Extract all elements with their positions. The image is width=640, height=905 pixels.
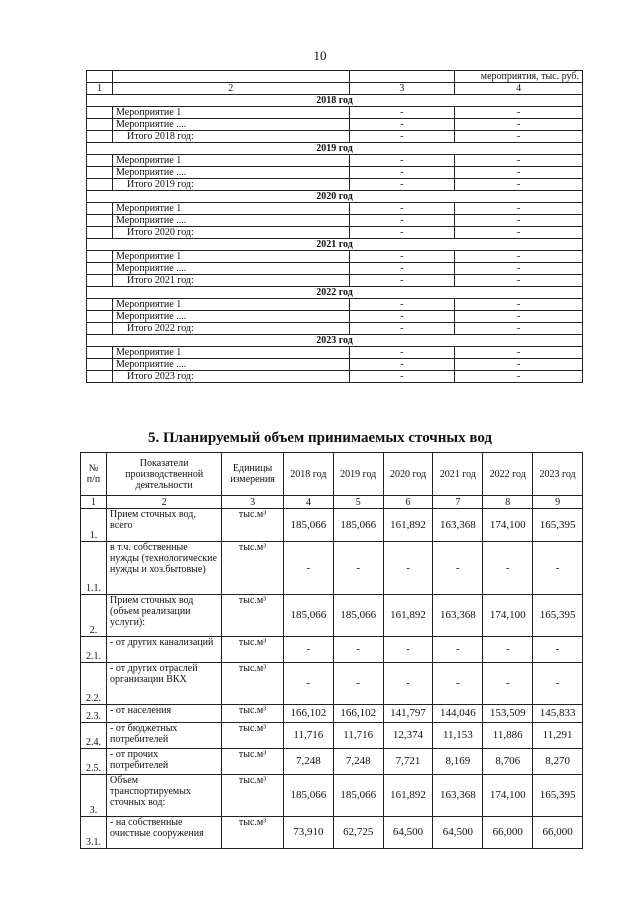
row-blank — [87, 203, 113, 215]
value-cell: 141,797 — [383, 705, 433, 723]
value-cell: 163,368 — [433, 509, 483, 542]
value-cell: - — [333, 663, 383, 705]
value-cell: - — [455, 323, 583, 335]
table-row — [87, 119, 583, 131]
row-number: 2.5. — [81, 749, 107, 775]
row-blank — [87, 371, 113, 383]
table-row — [87, 155, 583, 167]
value-cell: - — [455, 179, 583, 191]
value-cell: - — [349, 251, 455, 263]
row-number: 3.1. — [81, 817, 107, 849]
value-cell: 185,066 — [333, 595, 383, 637]
column-header: № п/п — [81, 453, 107, 496]
value-cell: - — [349, 311, 455, 323]
table-row — [87, 299, 583, 311]
row-blank — [87, 359, 113, 371]
event-name: Мероприятие 1 — [113, 347, 349, 359]
value-cell: 153,509 — [483, 705, 533, 723]
event-name: Итого 2022 год: — [113, 323, 349, 335]
column-header: 2019 год — [333, 453, 383, 496]
table-row — [81, 775, 583, 817]
value-cell: - — [455, 167, 583, 179]
column-header: 2022 год — [483, 453, 533, 496]
value-cell: - — [455, 131, 583, 143]
indicator-name: Прием сточных вод, всего — [107, 509, 222, 542]
col-number: 2 — [113, 83, 349, 95]
table-row — [81, 723, 583, 749]
value-cell: - — [483, 542, 533, 595]
header-cell — [349, 71, 455, 83]
row-blank — [87, 275, 113, 287]
table-row — [87, 167, 583, 179]
table-row — [87, 263, 583, 275]
column-header: Показатели производственной деятельности — [107, 453, 222, 496]
event-name: Мероприятие .... — [113, 119, 349, 131]
table-row — [87, 251, 583, 263]
value-cell: - — [455, 203, 583, 215]
col-number: 5 — [333, 496, 383, 509]
value-cell: - — [349, 167, 455, 179]
value-cell: - — [455, 215, 583, 227]
value-cell: - — [455, 347, 583, 359]
year-row — [87, 239, 583, 251]
row-number: 2.1. — [81, 637, 107, 663]
value-cell: 163,368 — [433, 595, 483, 637]
table-row — [81, 637, 583, 663]
event-name: Мероприятие .... — [113, 167, 349, 179]
value-cell: - — [349, 323, 455, 335]
col-number: 2 — [107, 496, 222, 509]
value-cell: - — [433, 637, 483, 663]
value-cell: 7,248 — [283, 749, 333, 775]
indicator-name: - от других канализаций — [107, 637, 222, 663]
table1-colnum-row — [87, 83, 583, 95]
value-cell: 185,066 — [333, 509, 383, 542]
table-row — [81, 509, 583, 542]
value-cell: 64,500 — [383, 817, 433, 849]
event-name: Мероприятие 1 — [113, 299, 349, 311]
column-header: Единицы измерения — [222, 453, 284, 496]
value-cell: - — [533, 637, 583, 663]
table-row — [87, 347, 583, 359]
row-blank — [87, 131, 113, 143]
table-row — [87, 179, 583, 191]
value-cell: 62,725 — [333, 817, 383, 849]
wastewater-volume-table — [80, 452, 583, 849]
unit-cell: тыс.м³ — [222, 663, 284, 705]
col-number: 3 — [349, 83, 455, 95]
value-cell: - — [433, 663, 483, 705]
table-row — [87, 131, 583, 143]
row-number: 3. — [81, 775, 107, 817]
row-blank — [87, 299, 113, 311]
year-title: 2018 год — [87, 95, 583, 107]
value-cell: - — [349, 347, 455, 359]
value-cell: - — [433, 542, 483, 595]
row-blank — [87, 227, 113, 239]
value-cell: 66,000 — [533, 817, 583, 849]
event-name: Мероприятие .... — [113, 215, 349, 227]
year-title: 2021 год — [87, 239, 583, 251]
row-blank — [87, 167, 113, 179]
table-row — [81, 542, 583, 595]
year-title: 2020 год — [87, 191, 583, 203]
value-cell: 166,102 — [283, 705, 333, 723]
value-cell: - — [455, 155, 583, 167]
header-cell-right: мероприятия, тыс. руб. — [455, 71, 583, 83]
indicator-name: Объем транспортируемых сточных вод: — [107, 775, 222, 817]
indicator-name: - от других отраслей организации ВКХ — [107, 663, 222, 705]
table-row — [87, 359, 583, 371]
row-blank — [87, 155, 113, 167]
value-cell: - — [383, 637, 433, 663]
table-row — [81, 663, 583, 705]
value-cell: - — [455, 227, 583, 239]
row-number: 2.2. — [81, 663, 107, 705]
row-number: 1.1. — [81, 542, 107, 595]
row-number: 2.4. — [81, 723, 107, 749]
value-cell: - — [383, 663, 433, 705]
indicator-name: - от населения — [107, 705, 222, 723]
table-row — [81, 595, 583, 637]
value-cell: 64,500 — [433, 817, 483, 849]
year-title: 2023 год — [87, 335, 583, 347]
col-number: 9 — [533, 496, 583, 509]
page-number: 10 — [313, 48, 327, 63]
year-title: 2022 год — [87, 287, 583, 299]
value-cell: 165,395 — [533, 509, 583, 542]
table-row — [87, 371, 583, 383]
event-name: Итого 2018 год: — [113, 131, 349, 143]
value-cell: 165,395 — [533, 775, 583, 817]
table-row — [87, 323, 583, 335]
table-row — [81, 817, 583, 849]
value-cell: 11,716 — [283, 723, 333, 749]
column-header: 2023 год — [533, 453, 583, 496]
col-number: 4 — [283, 496, 333, 509]
unit-cell: тыс.м³ — [222, 749, 284, 775]
value-cell: 11,886 — [483, 723, 533, 749]
table-row — [87, 203, 583, 215]
row-number: 2. — [81, 595, 107, 637]
value-cell: - — [455, 275, 583, 287]
value-cell: 165,395 — [533, 595, 583, 637]
event-name: Итого 2023 год: — [113, 371, 349, 383]
value-cell: - — [533, 663, 583, 705]
value-cell: - — [483, 663, 533, 705]
value-cell: - — [349, 215, 455, 227]
value-cell: 174,100 — [483, 595, 533, 637]
value-cell: 185,066 — [283, 775, 333, 817]
value-cell: - — [483, 637, 533, 663]
table-row — [87, 311, 583, 323]
value-cell: - — [455, 299, 583, 311]
unit-cell: тыс.м³ — [222, 637, 284, 663]
event-name: Итого 2019 год: — [113, 179, 349, 191]
indicator-name: - от прочих потребителей — [107, 749, 222, 775]
indicator-name: Прием сточных вод (объем реализации услуги): — [107, 595, 222, 637]
table1-header-row — [87, 71, 583, 83]
value-cell: - — [349, 155, 455, 167]
table2-header-row — [81, 453, 583, 496]
value-cell: - — [455, 251, 583, 263]
event-name: Мероприятие 1 — [113, 155, 349, 167]
value-cell: - — [333, 637, 383, 663]
col-number: 1 — [87, 83, 113, 95]
table-row — [81, 749, 583, 775]
unit-cell: тыс.м³ — [222, 705, 284, 723]
col-number: 7 — [433, 496, 483, 509]
header-cell — [113, 71, 349, 83]
value-cell: 7,721 — [383, 749, 433, 775]
event-name: Мероприятие 1 — [113, 251, 349, 263]
unit-cell: тыс.м³ — [222, 542, 284, 595]
value-cell: 161,892 — [383, 775, 433, 817]
row-number: 1. — [81, 509, 107, 542]
value-cell: 66,000 — [483, 817, 533, 849]
value-cell: - — [455, 263, 583, 275]
indicator-name: - на собственные очистные сооружения — [107, 817, 222, 849]
value-cell: 185,066 — [283, 595, 333, 637]
value-cell: 12,374 — [383, 723, 433, 749]
value-cell: 8,706 — [483, 749, 533, 775]
table-row — [87, 215, 583, 227]
value-cell: 8,270 — [533, 749, 583, 775]
value-cell: 174,100 — [483, 775, 533, 817]
unit-cell: тыс.м³ — [222, 595, 284, 637]
event-name: Мероприятие .... — [113, 263, 349, 275]
value-cell: - — [349, 299, 455, 311]
value-cell: - — [283, 637, 333, 663]
indicator-name: в т.ч. собственные нужды (технологические нужды и хоз.бытовые) — [107, 542, 222, 595]
value-cell: - — [455, 107, 583, 119]
value-cell: - — [349, 275, 455, 287]
year-row — [87, 335, 583, 347]
year-title: 2019 год — [87, 143, 583, 155]
row-blank — [87, 179, 113, 191]
row-blank — [87, 347, 113, 359]
value-cell: - — [533, 542, 583, 595]
value-cell: - — [349, 371, 455, 383]
value-cell: - — [455, 119, 583, 131]
table-row — [87, 275, 583, 287]
value-cell: - — [349, 227, 455, 239]
value-cell: 161,892 — [383, 595, 433, 637]
value-cell: - — [455, 359, 583, 371]
value-cell: - — [349, 131, 455, 143]
value-cell: - — [333, 542, 383, 595]
event-name: Мероприятие 1 — [113, 203, 349, 215]
value-cell: - — [349, 119, 455, 131]
year-row — [87, 287, 583, 299]
value-cell: 166,102 — [333, 705, 383, 723]
column-header: 2020 год — [383, 453, 433, 496]
row-blank — [87, 215, 113, 227]
col-number: 4 — [455, 83, 583, 95]
row-blank — [87, 107, 113, 119]
unit-cell: тыс.м³ — [222, 817, 284, 849]
table2-colnum-row — [81, 496, 583, 509]
value-cell: - — [349, 107, 455, 119]
row-number: 2.3. — [81, 705, 107, 723]
event-name: Мероприятие .... — [113, 359, 349, 371]
value-cell: 8,169 — [433, 749, 483, 775]
col-number: 8 — [483, 496, 533, 509]
indicator-name: - от бюджетных потребителей — [107, 723, 222, 749]
value-cell: - — [283, 663, 333, 705]
value-cell: 174,100 — [483, 509, 533, 542]
section-title: 5. Планируемый объем принимаемых сточных вод — [147, 430, 493, 446]
value-cell: 185,066 — [333, 775, 383, 817]
value-cell: - — [349, 179, 455, 191]
value-cell: 161,892 — [383, 509, 433, 542]
value-cell: 73,910 — [283, 817, 333, 849]
table-row — [87, 227, 583, 239]
value-cell: - — [383, 542, 433, 595]
value-cell: - — [455, 311, 583, 323]
event-name: Мероприятие 1 — [113, 107, 349, 119]
event-name: Мероприятие .... — [113, 311, 349, 323]
value-cell: - — [283, 542, 333, 595]
year-row — [87, 191, 583, 203]
column-header: 2021 год — [433, 453, 483, 496]
column-header: 2018 год — [283, 453, 333, 496]
unit-cell: тыс.м³ — [222, 723, 284, 749]
value-cell: - — [455, 371, 583, 383]
value-cell: 145,833 — [533, 705, 583, 723]
row-blank — [87, 119, 113, 131]
col-number: 6 — [383, 496, 433, 509]
value-cell: 11,716 — [333, 723, 383, 749]
value-cell: 144,046 — [433, 705, 483, 723]
col-number: 1 — [81, 496, 107, 509]
event-name: Итого 2020 год: — [113, 227, 349, 239]
table-row — [87, 107, 583, 119]
events-table — [86, 70, 583, 383]
row-blank — [87, 323, 113, 335]
value-cell: 163,368 — [433, 775, 483, 817]
year-row — [87, 143, 583, 155]
value-cell: 185,066 — [283, 509, 333, 542]
row-blank — [87, 311, 113, 323]
value-cell: - — [349, 359, 455, 371]
table-row — [81, 705, 583, 723]
year-row — [87, 95, 583, 107]
row-blank — [87, 263, 113, 275]
value-cell: 11,153 — [433, 723, 483, 749]
col-number: 3 — [222, 496, 284, 509]
header-cell — [87, 71, 113, 83]
row-blank — [87, 251, 113, 263]
unit-cell: тыс.м³ — [222, 775, 284, 817]
value-cell: 11,291 — [533, 723, 583, 749]
value-cell: - — [349, 263, 455, 275]
value-cell: 7,248 — [333, 749, 383, 775]
value-cell: - — [349, 203, 455, 215]
event-name: Итого 2021 год: — [113, 275, 349, 287]
unit-cell: тыс.м³ — [222, 509, 284, 542]
